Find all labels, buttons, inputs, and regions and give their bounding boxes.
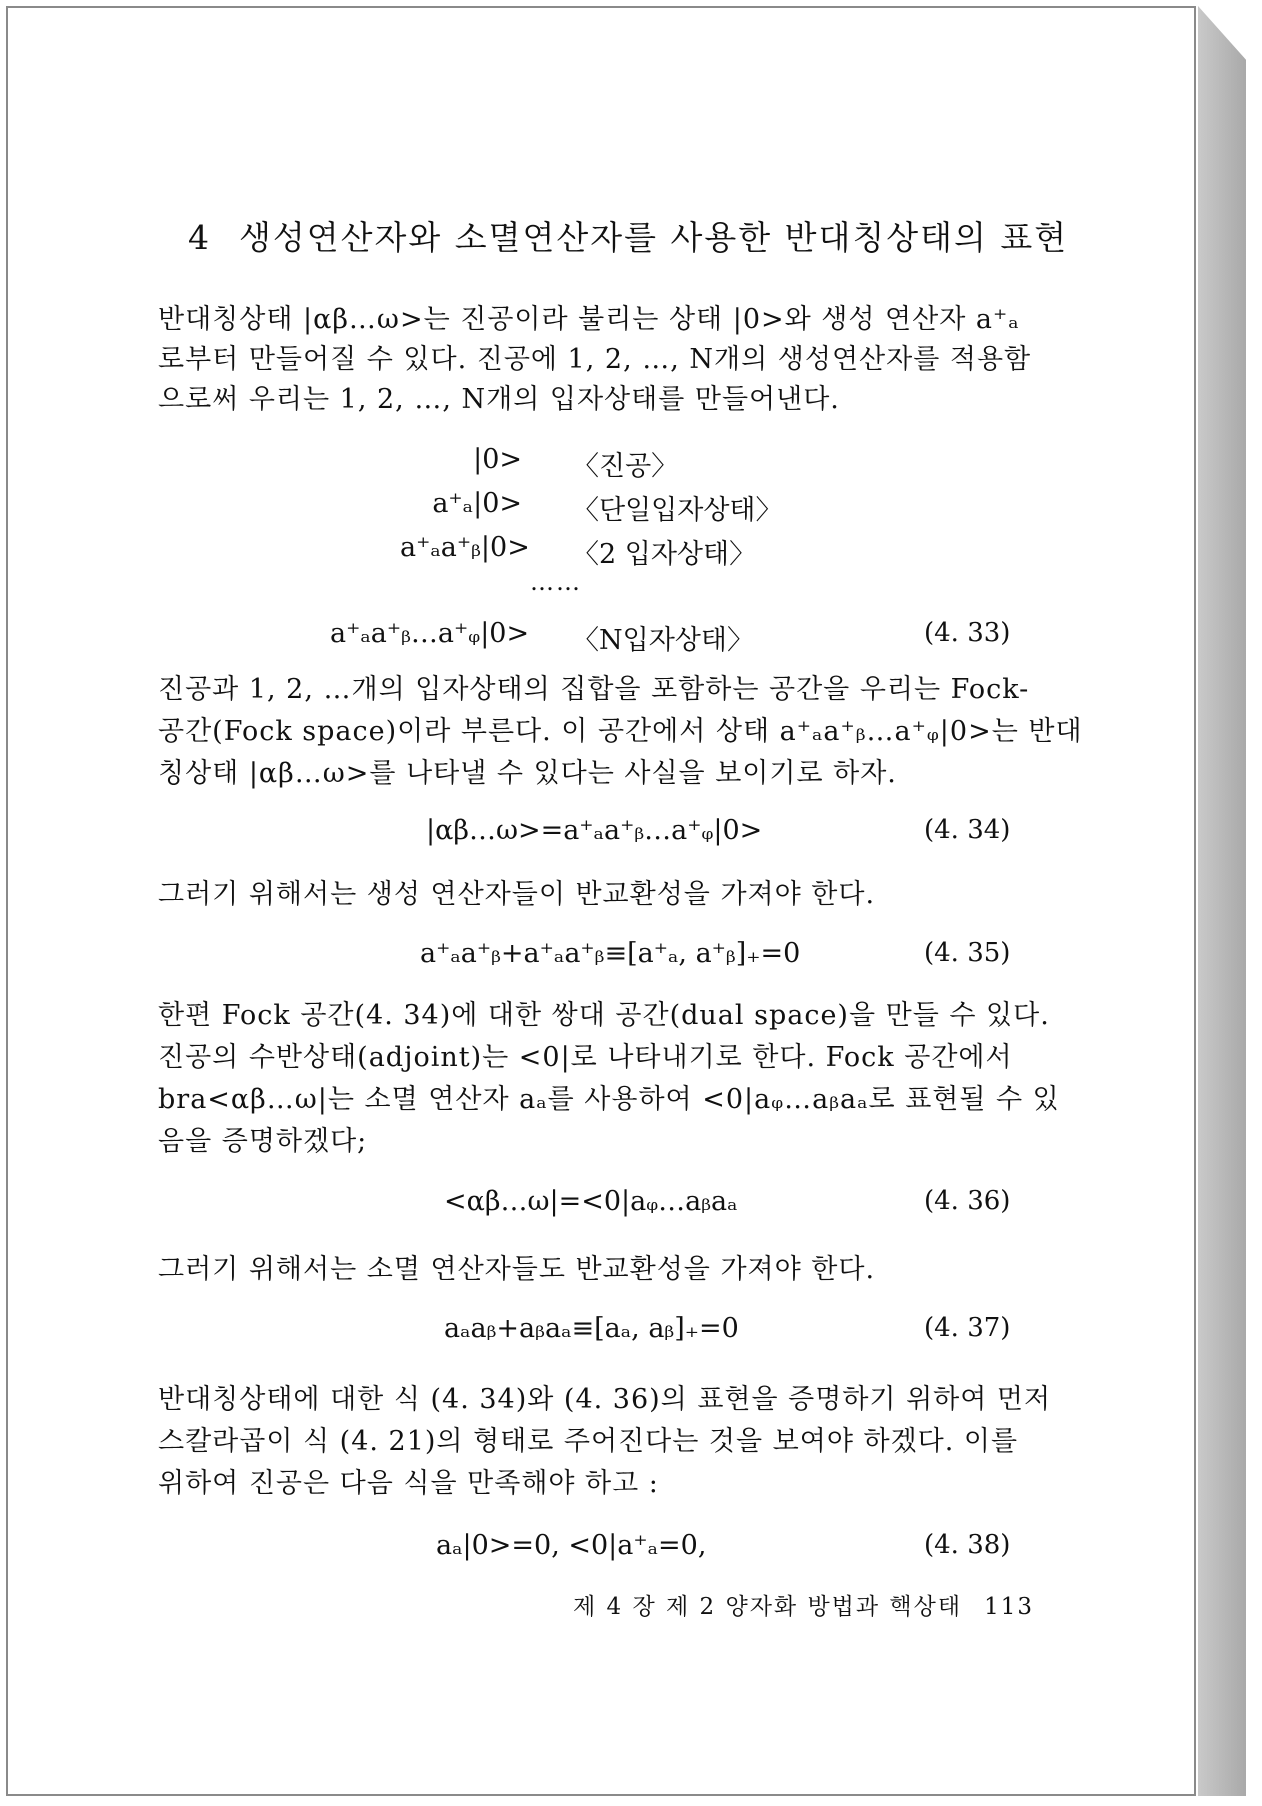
ellipsis-dots: …… [530,568,582,596]
equation-4-35: a⁺ₐa⁺ᵦ+a⁺ₐa⁺ᵦ≡[a⁺ₐ, a⁺ᵦ]₊=0 [420,938,801,969]
paragraph-6-line-1: 반대칭상태에 대한 식 (4. 34)와 (4. 36)의 표현을 증명하기 위하여 먼저 [158,1384,1052,1415]
page-number: 113 [984,1594,1034,1620]
equation-4-34: |αβ…ω>=a⁺ₐa⁺ᵦ…a⁺ᵩ|0> [426,815,763,846]
paragraph-5-line-1: 그러기 위해서는 소멸 연산자들도 반교환성을 가져야 한다. [158,1254,876,1285]
paragraph-2-line-1: 진공과 1, 2, …개의 입자상태의 집합을 포함하는 공간을 우리는 Fock- [158,674,1030,705]
equation-number-4-36: (4. 36) [924,1186,1011,1216]
paragraph-6-line-2: 스칼라곱이 식 (4. 21)의 형태로 주어진다는 것을 보여야 하겠다. 이를 [158,1426,1019,1457]
equation-4-38: aₐ|0>=0, <0|a⁺ₐ=0, [436,1530,707,1561]
paragraph-2-line-2: 공간(Fock space)이라 부른다. 이 공간에서 상태 a⁺ₐa⁺ᵦ…a⁺ᵩ|0>는 반대 [158,716,1083,747]
state-single-particle: a⁺ₐ|0> [432,488,522,519]
equation-number-4-35: (4. 35) [924,938,1011,968]
paragraph-6-line-3: 위하여 진공은 다음 식을 만족해야 하고 : [158,1468,659,1499]
equation-number-4-38: (4. 38) [924,1530,1011,1560]
paragraph-1-line-1: 반대칭상태 |αβ…ω>는 진공이라 불리는 상태 |0>와 생성 연산자 a⁺ₐ [158,304,1020,335]
state-two-particle: a⁺ₐa⁺ᵦ|0> [400,532,530,563]
paragraph-1-line-3: 으로써 우리는 1, 2, …, N개의 입자상태를 만들어낸다. [158,384,840,415]
paragraph-4-line-3: bra<αβ…ω|는 소멸 연산자 aₐ를 사용하여 <0|aᵩ…aᵦaₐ로 표현될 수 있 [158,1084,1060,1115]
paragraph-1-line-2: 로부터 만들어질 수 있다. 진공에 1, 2, …, N개의 생성연산자를 적용함 [158,344,1032,375]
page-edge-shadow [1198,6,1246,1796]
paragraph-4-line-1: 한편 Fock 공간(4. 34)에 대한 쌍대 공간(dual space)을 만들 수 있다. [158,1000,1050,1031]
paragraph-4-line-2: 진공의 수반상태(adjoint)는 <0|로 나타내기로 한다. Fock 공간에서 [158,1042,1013,1073]
paragraph-2-line-3: 칭상태 |αβ…ω>를 나타낼 수 있다는 사실을 보이기로 하자. [158,758,897,789]
section-number: 4 [188,218,211,257]
section-heading [188,212,1068,259]
paragraph-3-line-1: 그러기 위해서는 생성 연산자들이 반교환성을 가져야 한다. [158,879,876,910]
equation-number-4-33: (4. 33) [924,618,1011,648]
equation-4-37: aₐaᵦ+aᵦaₐ≡[aₐ, aᵦ]₊=0 [444,1313,739,1344]
paragraph-4-line-4: 음을 증명하겠다; [158,1126,368,1157]
equation-number-4-37: (4. 37) [924,1313,1011,1343]
page-footer [573,1588,1034,1621]
state-single-particle-label: 〈단일입자상태〉 [572,495,783,526]
state-vacuum: |0> [473,444,522,475]
equation-4-33-label: 〈N입자상태〉 [572,625,754,656]
equation-4-36: <αβ…ω|=<0|aᵩ…aᵦaₐ [444,1186,738,1217]
running-chapter-title: 제 4 장 제 2 양자화 방법과 핵상태 [573,1594,963,1620]
section-title: 생성연산자와 소멸연산자를 사용한 반대칭상태의 표현 [239,218,1069,257]
equation-4-33: a⁺ₐa⁺ᵦ…a⁺ᵩ|0> [330,618,530,649]
state-two-particle-label: 〈2 입자상태〉 [572,539,757,570]
state-vacuum-label: 〈진공〉 [572,451,679,482]
equation-number-4-34: (4. 34) [924,815,1011,845]
